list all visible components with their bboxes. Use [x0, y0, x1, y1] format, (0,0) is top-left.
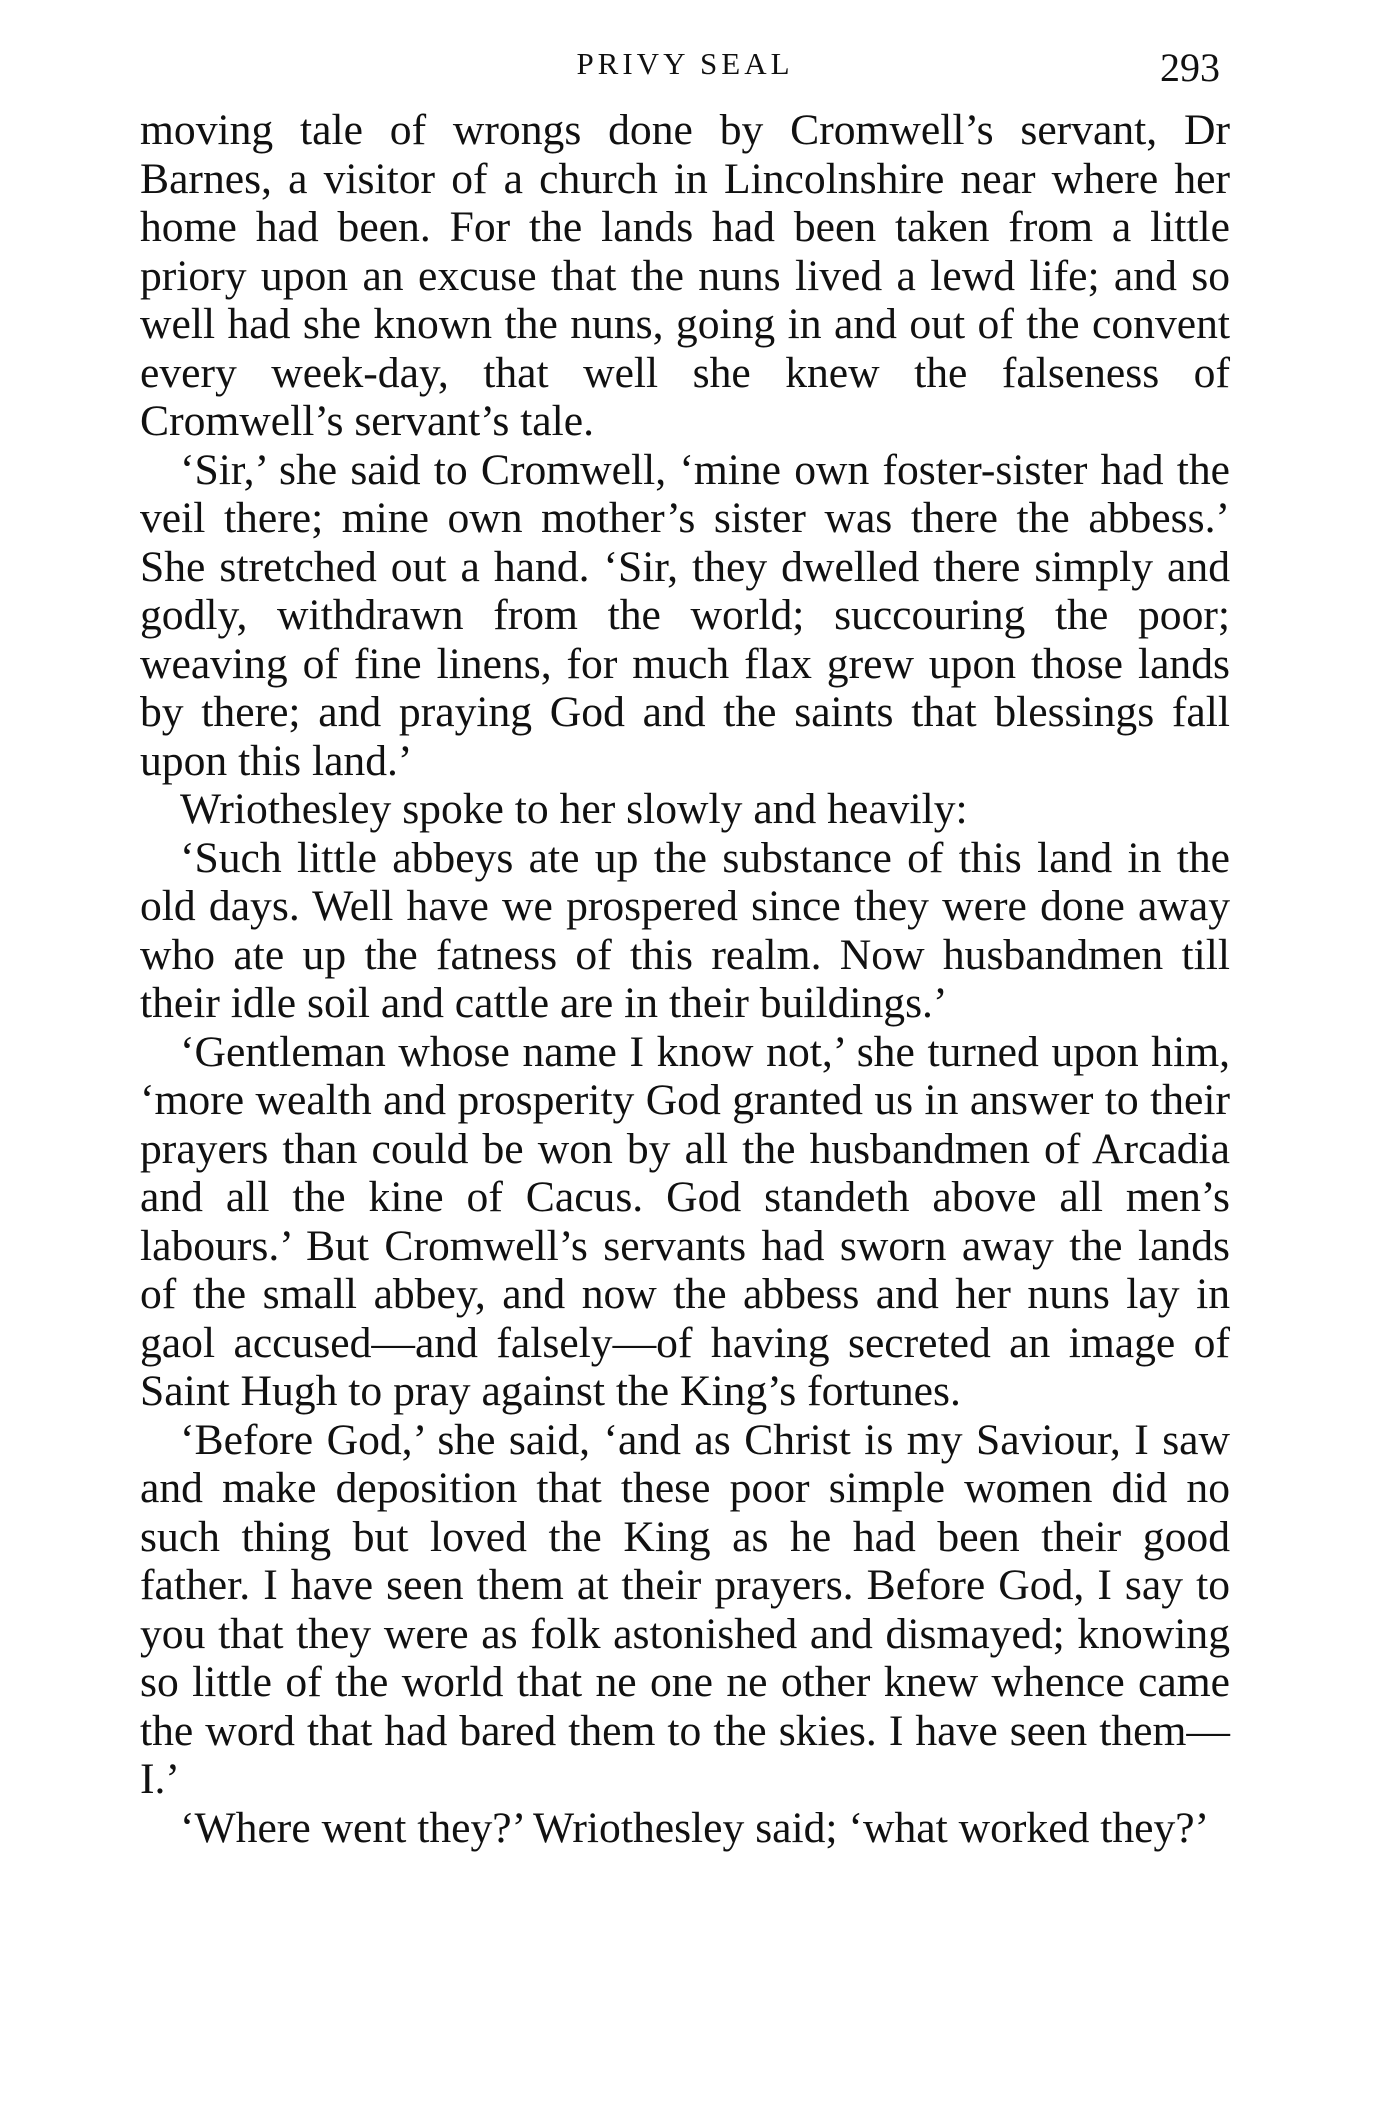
running-header: [140, 38, 1230, 106]
paragraph: ‘Sir,’ she said to Cromwell, ‘mine own foster-sister had the veil there; mine own mother’s sister was there the abbess.’ She stretched out a hand. ‘Sir, they dwelled there simply and godly, withdrawn from the world; succouring the poor; weaving of fine linens, for much flax grew upon those lands by there; and praying God and the saints that blessings fall upon this land.’: [140, 445, 1230, 785]
paragraph: moving tale of wrongs done by Cromwell’s servant, Dr Barnes, a visitor of a church in Lincolnshire near where her home had been. For the lands had been taken from a little priory upon an excuse that the nuns lived a lewd life; and so well had she known the nuns, going in and out of the convent every week-day, that well she knew the falseness of Cromwell’s servant’s tale.: [140, 106, 1230, 445]
paragraph: ‘Such little abbeys ate up the substance of this land in the old days. Well have we prospered since they were done away who ate up the fatness of this realm. Now husbandmen till their idle soil and cattle are in their buildings.’: [140, 833, 1230, 1027]
paragraph: ‘Before God,’ she said, ‘and as Christ is my Saviour, I saw and make deposition that these poor simple women did no such thing but loved the King as he had been their good father. I have seen them at their prayers. Before God, I say to you that they were as folk astonished and dismayed; knowing so little of the world that ne one ne other knew whence came the word that had bared them to the skies. I have seen them—I.’: [140, 1415, 1230, 1803]
page-number: 293: [1160, 45, 1220, 90]
running-title: PRIVY SEAL: [576, 46, 794, 81]
paragraph: Wriothesley spoke to her slowly and heavily:: [180, 785, 968, 833]
body-text: [140, 106, 1230, 1852]
paragraph: ‘Gentleman whose name I know not,’ she turned upon him, ‘more wealth and prosperity God granted us in answer to their prayers than could be won by all the husbandmen of Arcadia and all the kine of Cacus. God standeth above all men’s labours.’ But Cromwell’s servants had sworn away the lands of the small abbey, and now the abbess and her nuns lay in gaol accused—and falsely—of having secreted an image of Saint Hugh to pray against the King’s fortunes.: [140, 1027, 1230, 1415]
book-page: [140, 38, 1230, 2078]
paragraph: ‘Where went they?’ Wriothesley said; ‘what worked they?’: [180, 1803, 1210, 1852]
